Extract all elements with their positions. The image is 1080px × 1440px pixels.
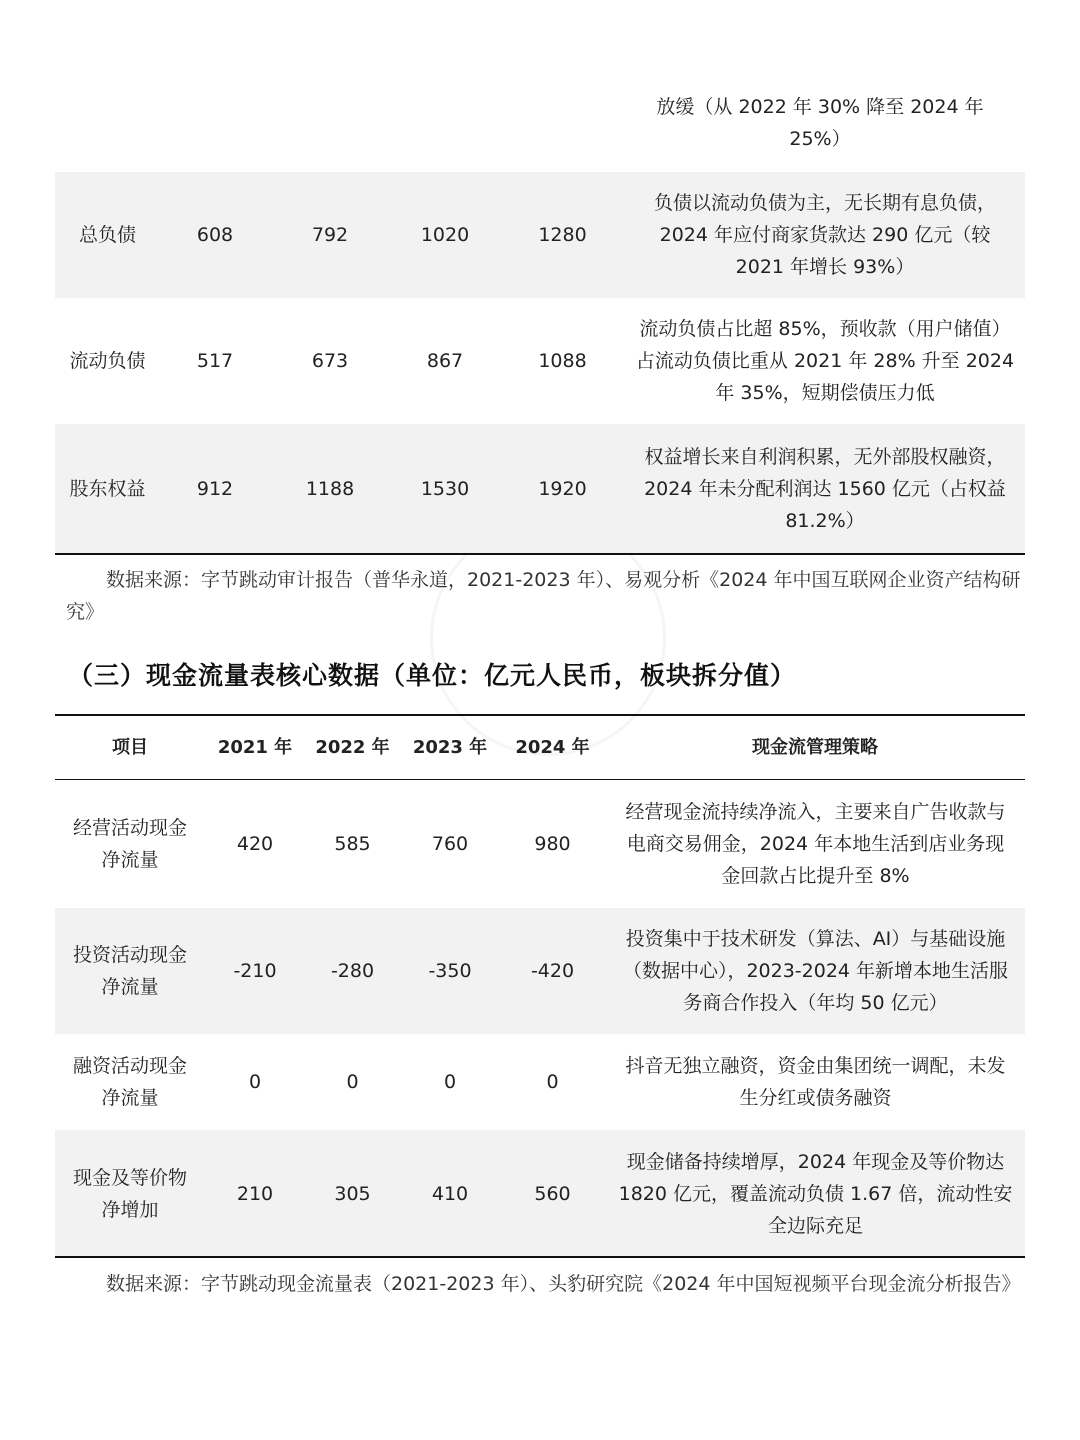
header-2023: 2023 年 — [412, 736, 488, 758]
row-label: 流动负债 — [69, 350, 146, 372]
table1-source-note: 数据来源：字节跳动审计报告（普华永道，2021-2023 年）、易观分析《2024 年中国互联网企业资产结构研究》 — [66, 569, 1021, 623]
value-2021: 517 — [196, 350, 234, 372]
row-note: 权益增长来自利润积累，无外部股权融资，2024 年未分配利润达 1560 亿元（占权益 81.2%） — [644, 446, 1006, 532]
table2-row-investing — [55, 908, 1025, 1034]
value-2024: 1920 — [538, 478, 587, 500]
row-note: 投资集中于技术研发（算法、AI）与基础设施（数据中心），2023-2024 年新增本地生活服务商合作投入（年均 50 亿元） — [622, 928, 1009, 1014]
value-2024: 1088 — [538, 350, 587, 372]
value-2024: -420 — [530, 960, 575, 982]
row-note: 抖音无独立融资，资金由集团统一调配，未发生分红或债务融资 — [625, 1055, 1006, 1109]
value-2023: 0 — [443, 1071, 457, 1093]
value-2023: 1020 — [420, 224, 470, 246]
row-note: 现金储备持续增厚，2024 年现金及等价物达 1820 亿元，覆盖流动负债 1.67 倍，流动性安全边际充足 — [618, 1150, 1013, 1237]
row-note: 流动负债占比超 85%，预收款（用户储值）占流动负债比重从 2021 年 28% 升至 2024 年 35%，短期偿债压力低 — [635, 318, 1015, 404]
table1-bottom-rule — [55, 553, 1025, 555]
section-heading: （三）现金流量表核心数据（单位：亿元人民币，板块拆分值） — [68, 661, 797, 690]
table1-row-total-liabilities — [55, 172, 1025, 298]
header-item: 项目 — [112, 736, 148, 758]
value-2024: 1280 — [538, 224, 587, 246]
row-label: 现金及等价物净增加 — [72, 1166, 187, 1221]
row-label: 投资活动现金净流量 — [72, 944, 187, 998]
table1-row-equity — [55, 424, 1025, 554]
row-label: 股东权益 — [69, 478, 146, 500]
value-2021: 420 — [236, 833, 274, 855]
table1-note-tail: 放缓（从 2022 年 30% 降至 2024 年 25%） — [656, 96, 984, 150]
table2-row-cash-increase — [55, 1130, 1025, 1257]
row-label: 经营活动现金净流量 — [72, 817, 187, 871]
value-2022: 585 — [334, 833, 371, 855]
value-2021: 0 — [248, 1071, 262, 1093]
value-2022: 673 — [311, 350, 349, 372]
value-2023: 410 — [431, 1182, 469, 1205]
table2-source-note: 数据来源：字节跳动现金流量表（2021-2023 年）、头豹研究院《2024 年中国短视频平台现金流分析报告》 — [106, 1273, 1021, 1295]
value-2022: 0 — [346, 1071, 359, 1093]
value-2023: 760 — [431, 833, 469, 855]
value-2024: 560 — [534, 1182, 571, 1205]
row-label: 融资活动现金净流量 — [72, 1055, 187, 1109]
header-2021: 2021 年 — [217, 736, 293, 758]
value-2023: 867 — [426, 350, 464, 372]
table2-row-financing — [55, 1034, 1025, 1130]
value-2024: 0 — [546, 1071, 559, 1093]
row-note: 负债以流动负债为主，无长期有息负债，2024 年应付商家货款达 290 亿元（较 2021 年增长 93%） — [653, 192, 996, 278]
value-2023: -350 — [428, 960, 472, 982]
table2-bottom-rule — [55, 1256, 1025, 1258]
table2-row-operating — [55, 780, 1025, 908]
header-note: 现金流管理策略 — [752, 736, 878, 758]
value-2022: 305 — [334, 1182, 371, 1205]
table1-row-current-liabilities — [55, 298, 1025, 424]
row-label: 总负债 — [78, 224, 136, 246]
value-2021: 210 — [236, 1182, 274, 1205]
row-note: 经营现金流持续净流入，主要来自广告收款与电商交易佣金，2024 年本地生活到店业务现金回款占比提升至 8% — [625, 801, 1006, 887]
value-2022: 792 — [311, 224, 349, 246]
table2-header-row — [55, 716, 1025, 779]
value-2021: 608 — [196, 224, 234, 246]
value-2022: 1188 — [305, 478, 355, 500]
header-2024: 2024 年 — [515, 736, 590, 758]
header-2022: 2022 年 — [315, 736, 390, 758]
value-2023: 1530 — [420, 478, 470, 500]
value-2022: -280 — [330, 960, 375, 982]
value-2021: -210 — [233, 960, 277, 982]
value-2021: 912 — [196, 478, 234, 500]
value-2024: 980 — [534, 833, 571, 855]
